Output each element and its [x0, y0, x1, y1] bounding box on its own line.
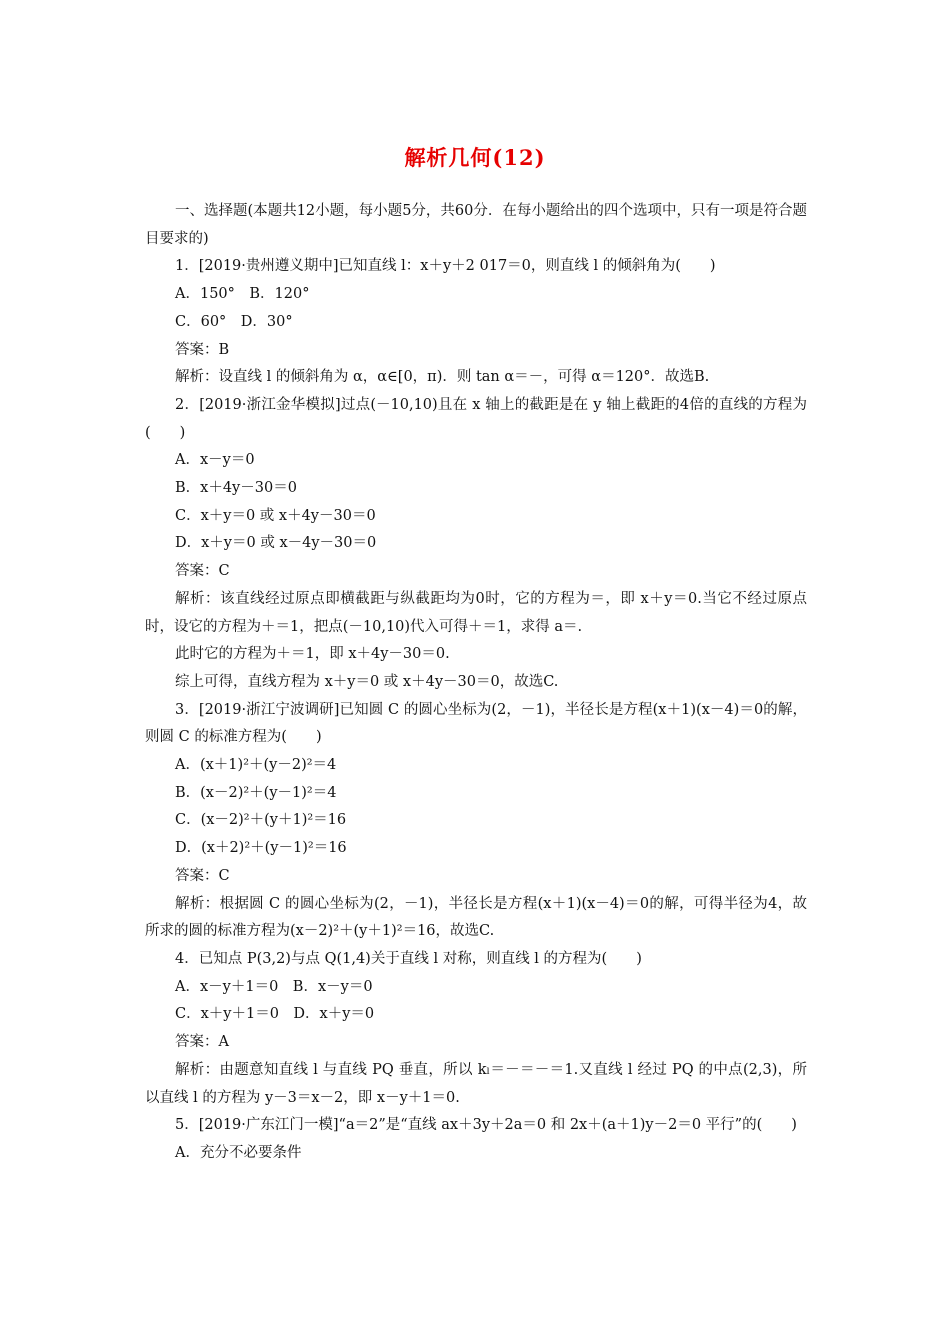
question-4-options-cd: C．x＋y＋1＝0 D．x＋y＝0	[175, 1006, 375, 1023]
question-2-answer: 答案：C	[175, 563, 230, 580]
question-1-options-cd: C．60° D．30°	[175, 313, 293, 330]
question-2-option-b: B．x＋4y－30＝0	[175, 480, 297, 497]
question-1-options-ab: A．150° B．120°	[175, 286, 310, 303]
page-title: 解析几何(12)	[404, 145, 546, 170]
question-2: 2．[2019·浙江金华模拟]过点(－10,10)且在 x 轴上的截距是在 y 轴上截距的4倍的直线的方程为( )	[145, 396, 807, 441]
question-5-option-a: A．充分不必要条件	[175, 1144, 302, 1161]
question-2-option-c: C．x＋y＝0 或 x＋4y－30＝0	[175, 507, 376, 524]
question-3-option-d: D．(x＋2)²＋(y－1)²＝16	[175, 840, 347, 857]
question-3-option-b: B．(x－2)²＋(y－1)²＝4	[175, 784, 337, 801]
question-3-option-a: A．(x＋1)²＋(y－2)²＝4	[175, 757, 337, 774]
question-2-analysis: 解析：该直线经过原点即横截距与纵截距均为0时，它的方程为＝，即 x＋y＝0.当它不经过原点时，设它的方程为＋＝1，把点(－10,10)代入可得＋＝1，求得 a＝.	[145, 590, 807, 635]
question-3: 3．[2019·浙江宁波调研]已知圆 C 的圆心坐标为(2，－1)，半径长是方程(x＋1)(x－4)＝0的解，则圆 C 的标准方程为( )	[145, 701, 807, 746]
question-2-option-a: A．x－y＝0	[175, 452, 255, 469]
question-2-analysis-summary: 综上可得，直线方程为 x＋y＝0 或 x＋4y－30＝0，故选C.	[175, 673, 559, 690]
question-2-option-d: D．x＋y＝0 或 x－4y－30＝0	[175, 535, 377, 552]
question-5: 5．[2019·广东江门一模]“a＝2”是“直线 ax＋3y＋2a＝0 和 2x＋(a＋1)y－2＝0 平行”的( )	[175, 1117, 797, 1134]
question-3-option-c: C．(x－2)²＋(y＋1)²＝16	[175, 812, 347, 829]
question-4-options-ab: A．x－y＋1＝0 B．x－y＝0	[175, 978, 373, 995]
section-heading: 一、选择题(本题共12小题，每小题5分，共60分．在每小题给出的四个选项中，只有一项是符合题目要求的)	[145, 203, 807, 247]
question-3-answer: 答案：C	[175, 867, 230, 884]
question-3-analysis: 解析：根据圆 C 的圆心坐标为(2，－1)，半径长是方程(x＋1)(x－4)＝0的解，可得半径为4，故所求的圆的标准方程为(x－2)²＋(y＋1)²＝16，故选C.	[145, 895, 807, 940]
question-4-answer: 答案：A	[175, 1034, 229, 1051]
question-1-answer: 答案：B	[175, 341, 230, 358]
question-1-analysis: 解析：设直线 l 的倾斜角为 α，α∈[0，π)．则 tan α＝－，可得 α＝120°．故选B.	[175, 369, 710, 386]
question-1: 1．[2019·贵州遵义期中]已知直线 l：x＋y＋2 017＝0，则直线 l 的倾斜角为( )	[175, 258, 716, 275]
document-body	[145, 198, 807, 1168]
question-4-analysis: 解析：由题意知直线 l 与直线 PQ 垂直，所以 kₗ＝－＝－＝1.又直线 l 经过 PQ 的中点(2,3)，所以直线 l 的方程为 y－3＝x－2，即 x－y＋1＝0.	[145, 1061, 807, 1106]
question-4: 4．已知点 P(3,2)与点 Q(1,4)关于直线 l 对称，则直线 l 的方程为( )	[175, 950, 642, 967]
question-2-analysis-cont: 此时它的方程为＋＝1，即 x＋4y－30＝0.	[175, 646, 450, 663]
